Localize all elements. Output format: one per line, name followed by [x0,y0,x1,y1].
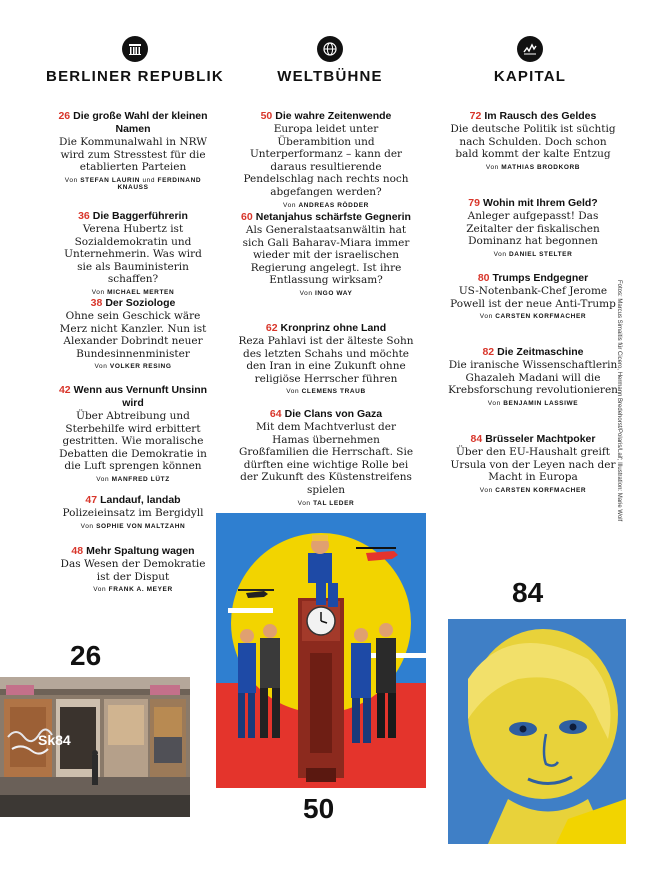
article-38[interactable] [58,297,208,370]
page-number-26: 26 [70,640,102,671]
article-48[interactable] [58,545,208,593]
article-author: Von CLEMENS TRAUB [286,388,366,396]
article-title: 84 Brüsseler Machtpoker [470,433,596,445]
article-60[interactable] [236,211,416,297]
article-author: Von ANDREAS RÖDDER [283,201,369,209]
article-title: 26 Die große Wahl der kleinen Namen [58,110,208,135]
article-author: Von INGO WAY [299,289,353,297]
article-teaser: US-Notenbank-Chef Jerome Powell ist der neue Anti-Trump [450,285,616,310]
section-weltbuehne [235,36,425,85]
article-title: 47 Landauf, landab [85,494,181,506]
article-teaser: Reza Pahlavi ist der älteste Sohn des letzten Schahs und möchte den Iran in eine Zukunft ohne religiöse Herrscher führen [238,335,414,385]
page-number-84: 84 [512,577,544,608]
article-82[interactable] [448,346,618,407]
article-80[interactable] [448,272,618,320]
article-62[interactable] [236,322,416,395]
article-author: Von SOPHIE VON MALTZAHN [80,522,186,530]
article-teaser: Als Generalstaatsanwältin hat sich Gali Baharav-Miara immer wieder mit der israelischen Regierung angelegt. Ist ihre Entlassung wirksam? [242,224,410,287]
photo-credit: Fotos: Marcus Simaitis für Cicero, Hermann Bredehorst/Polaris/Laif; Illustration: Marie Wolf [616,280,622,522]
article-title: 80 Trumps Endgegner [477,272,589,284]
portrait-duotone[interactable] [448,619,626,844]
article-teaser: Das Wesen der Demokratie ist der Disput [60,558,206,583]
article-title: 62 Kronprinz ohne Land [265,322,387,334]
stock-chart-icon [517,36,543,62]
article-79[interactable] [448,197,618,258]
article-teaser: Europa leidet unter Überambition und Unterperformanz – kann der daraus resultierende Pendelschlag nach rechts noch abgefangen werden? [243,123,409,198]
article-author: Von TAL LEDER [297,499,355,507]
article-title: 72 Im Rausch des Geldes [469,110,597,122]
article-title: 50 Die wahre Zeitenwende [260,110,392,122]
article-title: 48 Mehr Spaltung wagen [71,545,195,557]
article-author: Von STEFAN LAURIN und FERDINAND KNAUSS [64,176,202,191]
globe-icon [317,36,343,62]
article-72[interactable] [448,110,618,171]
article-42[interactable] [58,384,208,483]
article-64[interactable] [236,408,416,507]
article-teaser: Die iranische Wissenschaftlerin Ghazaleh Madani will die Krebsforschung revolutionieren [448,359,618,397]
article-author: Von DANIEL STELTER [493,250,573,258]
article-author: Von VOLKER RESING [94,363,172,371]
article-author: Von MANFRED LÜTZ [96,475,170,483]
article-teaser: Über den EU-Haushalt greift Ursula von der Leyen nach der Macht in Europa [450,446,616,484]
article-author: Von CARSTEN KORFMACHER [479,486,587,494]
article-title: 36 Die Baggerführerin [78,210,188,222]
article-teaser: Verena Hubertz ist Sozialdemokratin und Unternehmerin. Was wird sie als Bauministerin schaffen? [64,223,202,286]
article-50[interactable] [236,110,416,209]
section-berliner-republik [40,36,230,85]
article-teaser: Polizeieinsatz im Bergidyll [62,507,204,519]
article-author: Von CARSTEN KORFMACHER [479,313,587,321]
article-teaser: Über Abtreibung und Sterbehilfe wird erbittert gestritten. Wie moralische Debatten die Demokratie in die Luft sprengen können [59,410,207,473]
section-title: KAPITAL [493,68,567,85]
article-author: Von MATHIAS BRODKORB [485,163,581,171]
article-author: Von BENJAMIN LASSIWE [487,399,579,407]
article-title: 60 Netanjahus schärfste Gegnerin [241,211,411,223]
page-number-50: 50 [303,793,335,824]
article-title: 42 Wenn aus Vernunft Unsinn wird [58,384,208,409]
article-26[interactable] [58,110,208,191]
section-title: WELTBÜHNE [277,68,383,85]
graffiti-text: Sk84 [38,732,71,748]
article-title: 79 Wohin mit Ihrem Geld? [468,197,598,209]
article-teaser: Die Kommunalwahl in NRW wird zum Stresstest für die etablierten Parteien [58,136,208,174]
article-teaser: Mit dem Machtverlust der Hamas übernehmen Großfamilien die Herrschaft. Sie dürften eine wichtige Rolle bei der Zukunft des Küstenstreifens spielen [238,421,414,496]
section-kapital [440,36,620,85]
section-title: BERLINER REPUBLIK [46,68,224,85]
article-teaser: Die deutsche Politik ist süchtig nach Schulden. Doch schon bald kommt der kalte Entzug [450,123,616,161]
article-84[interactable] [448,433,618,494]
building-facade-photo[interactable] [0,677,190,817]
article-author: Von FRANK A. MEYER [93,586,173,594]
article-teaser: Anleger aufgepasst! Das Zeitalter der fiskalischen Dominanz hat begonnen [466,210,600,248]
article-title: 38 Der Soziologe [90,297,176,309]
article-36[interactable] [58,210,208,296]
article-title: 82 Die Zeitmaschine [482,346,584,358]
article-teaser: Ohne sein Geschick wäre Merz nicht Kanzler. Nun ist Alexander Dobrindt neuer Bundesinnenminister [59,310,207,360]
article-author: Von MICHAEL MERTEN [91,288,175,296]
power-illustration[interactable] [216,513,426,788]
brandenburg-gate-icon [122,36,148,62]
article-title: 64 Die Clans von Gaza [269,408,383,420]
article-47[interactable] [58,494,208,530]
